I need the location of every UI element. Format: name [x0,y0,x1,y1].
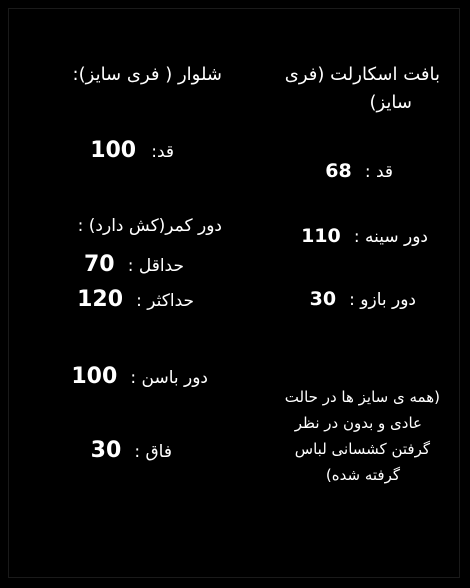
pants-waist-min-value: 70 [83,252,115,277]
pants-hip-label: دور باسن : [130,368,208,388]
knit-arm-label: دور بازو : [349,290,416,310]
pants-hip-row [71,366,208,388]
knit-chest-label: دور سینه : [353,227,428,247]
pants-hip-value: 100 [71,364,118,389]
knit-chest-value: 110 [301,225,341,247]
pants-crotch-value: 30 [90,438,122,463]
pants-waist-max-row [77,289,194,311]
knit-note-line2: عادی و بدون در نظر [294,414,422,432]
pants-height-row [90,140,174,162]
pants-waist-max-value: 120 [77,287,124,312]
knit-note-line4: گرفته شده) [325,466,400,484]
pants-crotch-row [91,440,172,462]
knit-arm-value: 30 [309,288,337,310]
knit-height-row [325,162,393,181]
pants-waist-max-label: حداکثر : [136,291,194,311]
knit-arm-row [310,290,416,309]
pants-waist-label: دور کمر(کش دارد) : [77,216,222,236]
knit-title-line2: سایز) [369,92,412,113]
pants-height-value: 100 [90,138,137,163]
pants-waist-min-row [84,254,184,276]
pants-crotch-label: فاق : [134,442,172,462]
knit-title-line1: بافت اسکارلت (فری [284,64,440,85]
pants-title: شلوار ( فری سایز): [72,64,222,85]
knit-note-line1: (همه ی سایز ها در حالت [284,388,440,406]
knit-chest-row [301,227,428,246]
knit-height-label: قد : [364,162,393,182]
knit-height-value: 68 [325,160,352,182]
knit-note-line3: گرفتن کشسانی لباس [294,440,430,458]
pants-height-label: قد: [151,142,174,162]
knit-note [240,384,440,488]
pants-waist-min-label: حداقل : [127,256,184,276]
